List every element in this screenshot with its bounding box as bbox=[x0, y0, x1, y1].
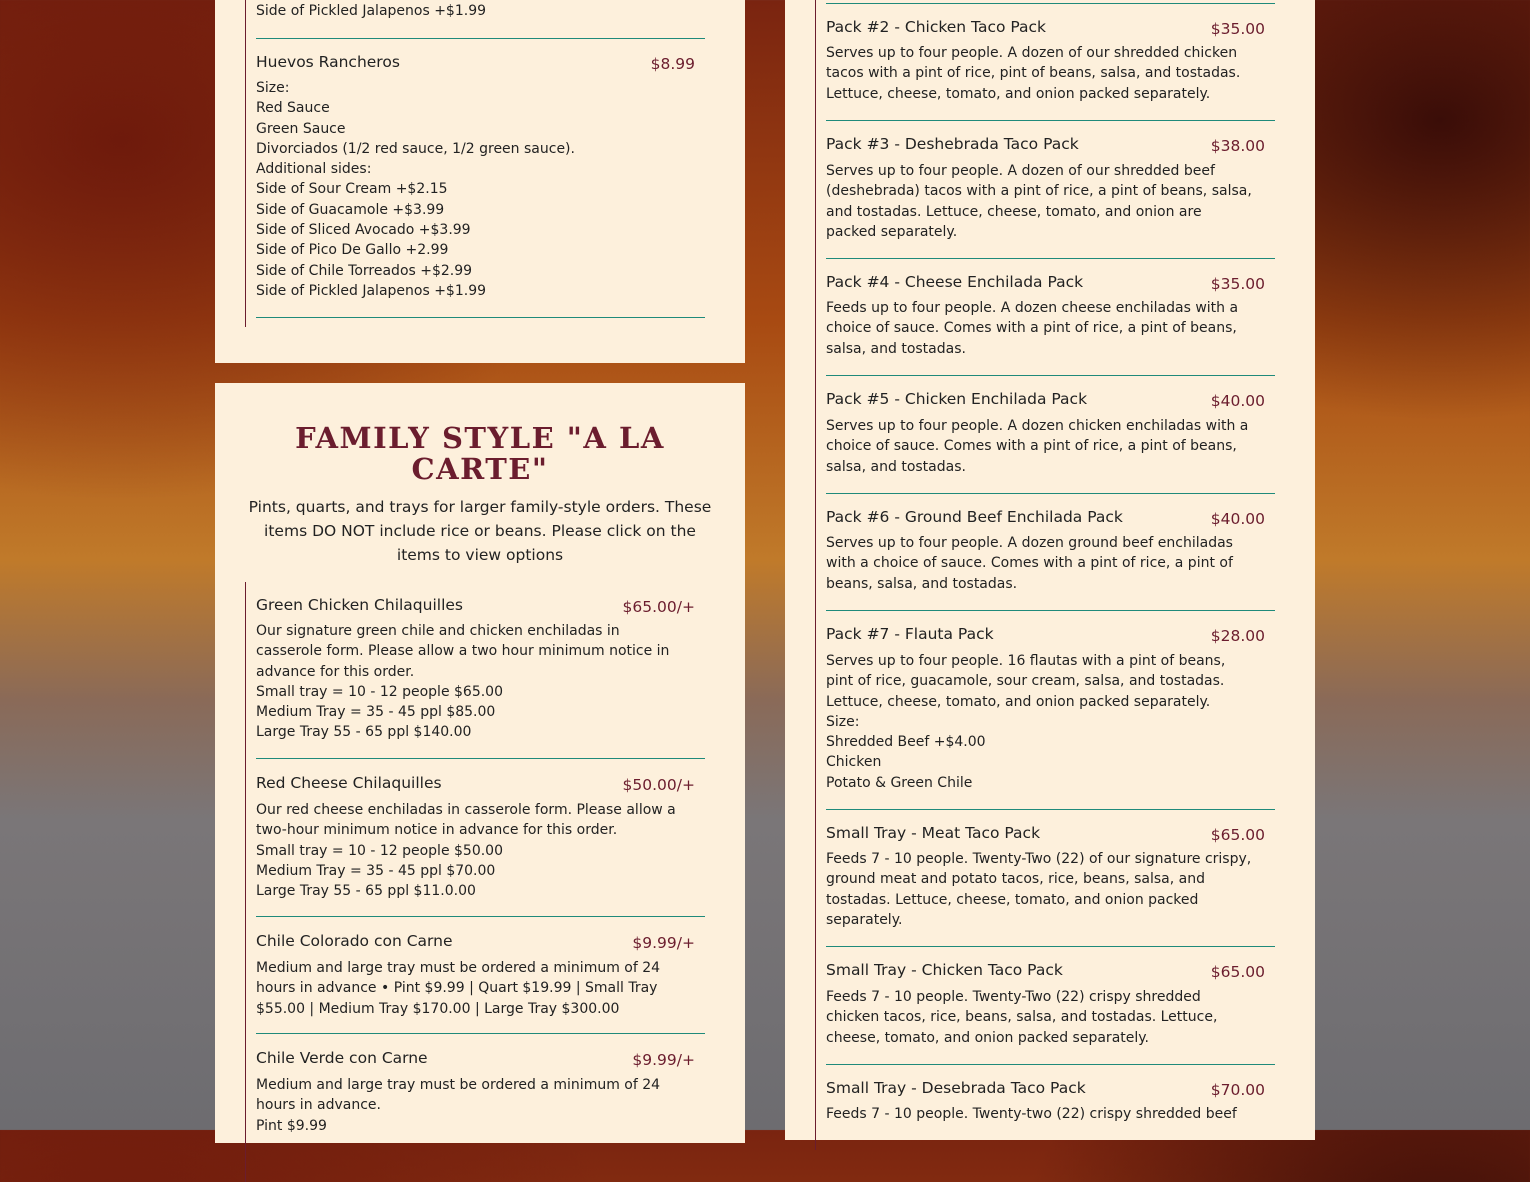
item-name: Pack #3 - Deshebrada Taco Pack bbox=[826, 135, 1079, 153]
item-description bbox=[826, 849, 1261, 930]
item-description bbox=[256, 78, 686, 301]
item-description-text: Serves up to four people. A dozen of our shredded beef (deshebrada) tacos with a pint of rice, a pint of beans, salsa, and tostadas. Lettuce, cheese, tomato, and onion are packed separately. bbox=[826, 163, 1252, 240]
item-description-text: Feeds 7 - 10 people. Twenty-two (22) crispy shredded beef bbox=[826, 1106, 1237, 1122]
item-divider bbox=[256, 916, 705, 917]
item-description-text: Our signature green chile and chicken enchiladas in casserole form. Please allow a two hour minimum notice in advance for this order. bbox=[256, 623, 670, 680]
item-line: Pint $9.99 bbox=[256, 1117, 327, 1134]
item-description bbox=[826, 416, 1256, 477]
item-price: $38.00 bbox=[1210, 137, 1265, 155]
item-price: $70.00 bbox=[1210, 1081, 1265, 1099]
item-name: Pack #7 - Flauta Pack bbox=[826, 625, 994, 643]
item-description-text: Serves up to four people. A dozen chicken enchiladas with a choice of sauce. Comes with a pint of rice, a pint of beans, salsa, and tostadas. bbox=[826, 418, 1249, 475]
item-description-text: Medium and large tray must be ordered a minimum of 24 hours in advance. bbox=[256, 1077, 661, 1114]
item-divider bbox=[826, 120, 1275, 121]
item-line: Small tray = 10 - 12 people $50.00 bbox=[256, 842, 503, 859]
item-name: Small Tray - Meat Taco Pack bbox=[826, 824, 1041, 842]
item-divider bbox=[826, 809, 1275, 810]
item-price: $40.00 bbox=[1210, 392, 1265, 410]
item-divider bbox=[826, 610, 1275, 611]
item-line: Side of Sour Cream +$2.15 bbox=[256, 181, 448, 198]
item-name: Small Tray - Desebrada Taco Pack bbox=[826, 1079, 1086, 1097]
item-description-text: Feeds up to four people. A dozen cheese enchiladas with a choice of sauce. Comes with a pint of rice, a pint of beans, salsa, and tostadas. bbox=[826, 300, 1239, 357]
item-name: Pack #6 - Ground Beef Enchilada Pack bbox=[826, 508, 1123, 526]
item-name: Chile Verde con Carne bbox=[256, 1049, 428, 1067]
item-line: Divorciados (1/2 red sauce, 1/2 green sauce). bbox=[256, 140, 575, 157]
item-description bbox=[256, 621, 686, 743]
item-description bbox=[256, 958, 666, 1019]
item-name: Chile Colorado con Carne bbox=[256, 932, 453, 950]
item-price: $9.99/+ bbox=[632, 934, 695, 952]
item-description bbox=[826, 43, 1256, 104]
item-line: Large Tray 55 - 65 ppl $140.00 bbox=[256, 724, 472, 741]
item-divider bbox=[826, 493, 1275, 494]
item-description-text: Serves up to four people. A dozen ground beef enchiladas with a choice of sauce. Comes with a pint of rice, a pint of beans, salsa, and tostadas. bbox=[826, 535, 1233, 592]
item-description bbox=[826, 1104, 1256, 1124]
item-price: $28.00 bbox=[1210, 627, 1265, 645]
breakfast-item-list bbox=[245, 0, 706, 327]
item-name: Huevos Rancheros bbox=[256, 53, 400, 71]
item-divider bbox=[256, 317, 705, 318]
family-packs-panel bbox=[785, 0, 1315, 1140]
item-line: Medium Tray = 35 - 45 ppl $85.00 bbox=[256, 704, 496, 721]
item-line: Green Sauce bbox=[256, 120, 346, 137]
item-description bbox=[826, 533, 1236, 594]
item-description-text: Serves up to four people. A dozen of our shredded chicken tacos with a pint of rice, pint of beans, salsa, and tostadas. Lettuce, cheese, tomato, and onion packed separately. bbox=[826, 45, 1241, 102]
item-description bbox=[256, 1075, 666, 1136]
item-divider bbox=[256, 758, 705, 759]
item-price: $65.00/+ bbox=[622, 598, 695, 616]
breakfast-menu-panel bbox=[215, 0, 745, 363]
item-line: Medium Tray = 35 - 45 ppl $70.00 bbox=[256, 862, 496, 879]
item-price: $8.99 bbox=[650, 55, 695, 73]
item-name: Pack #2 - Chicken Taco Pack bbox=[826, 18, 1047, 36]
item-line: Small tray = 10 - 12 people $65.00 bbox=[256, 683, 503, 700]
item-line: Additional sides: bbox=[256, 161, 372, 178]
item-line: Large Tray 55 - 65 ppl $11.0.00 bbox=[256, 883, 476, 900]
item-divider bbox=[256, 38, 705, 39]
item-price: $65.00 bbox=[1210, 963, 1265, 981]
item-price: $65.00 bbox=[1210, 826, 1265, 844]
item-line: Shredded Beef +$4.00 bbox=[826, 734, 986, 751]
item-line: Side of Pickled Jalapenos +$1.99 bbox=[256, 282, 487, 299]
item-divider bbox=[826, 1064, 1275, 1065]
item-line: Chicken bbox=[826, 754, 882, 771]
item-line: Potato & Green Chile bbox=[826, 774, 973, 791]
item-divider bbox=[826, 258, 1275, 259]
item-line: Side of Sliced Avocado +$3.99 bbox=[256, 222, 471, 239]
item-description-text: Feeds 7 - 10 people. Twenty-Two (22) crispy shredded chicken tacos, rice, beans, salsa, and tostadas. Lettuce, cheese, tomato, and onion packed separately. bbox=[826, 989, 1218, 1046]
item-line: Side of Pico De Gallo +2.99 bbox=[256, 242, 449, 259]
item-line: Side of Guacamole +$3.99 bbox=[256, 201, 445, 218]
item-price: $9.99/+ bbox=[632, 1051, 695, 1069]
item-description bbox=[826, 987, 1226, 1048]
item-line: Red Sauce bbox=[256, 100, 330, 117]
item-divider bbox=[826, 3, 1275, 4]
family-style-item-list bbox=[245, 582, 706, 1182]
item-divider bbox=[826, 375, 1275, 376]
item-description-text: Serves up to four people. 16 flautas with a pint of beans, pint of rice, guacamole, sour cream, salsa, and tostadas. Lettuce, cheese, tomato, and onion packed separately. bbox=[826, 653, 1226, 710]
item-line: Size: bbox=[256, 80, 290, 96]
item-price: $40.00 bbox=[1210, 510, 1265, 528]
item-price: $50.00/+ bbox=[622, 776, 695, 794]
item-description bbox=[826, 161, 1256, 242]
item-description-text: Medium and large tray must be ordered a minimum of 24 hours in advance • Pint $9.99 | Quart $19.99 | Small Tray $55.00 | Medium Tray $170.00 | Large Tray $300.00 bbox=[256, 960, 661, 1017]
item-line: Size: bbox=[826, 713, 860, 730]
item-name: Green Chicken Chilaquilles bbox=[256, 596, 464, 614]
item-line: Side of Pickled Jalapenos +$1.99 bbox=[256, 3, 487, 19]
item-price: $35.00 bbox=[1210, 20, 1265, 38]
item-line: Side of Chile Torreados +$2.99 bbox=[256, 262, 473, 279]
item-description-text: Feeds 7 - 10 people. Twenty-Two (22) of our signature crispy, ground meat and potato tacos, rice, beans, salsa, and tostadas. Lettuce, cheese, tomato, and onion packed separately. bbox=[826, 851, 1252, 928]
item-name: Small Tray - Chicken Taco Pack bbox=[826, 961, 1063, 979]
item-divider bbox=[256, 1033, 705, 1034]
family-packs-item-list bbox=[815, 0, 1276, 1150]
item-description bbox=[826, 651, 1256, 793]
item-description-text: Our red cheese enchiladas in casserole form. Please allow a two-hour minimum notice in advance for this order. bbox=[256, 802, 676, 839]
section-subtitle: Pints, quarts, and trays for larger family-style orders. These items DO NOT include rice or beans. Please click on the items to view options bbox=[248, 498, 712, 564]
item-description bbox=[826, 298, 1256, 359]
item-description bbox=[256, 800, 686, 901]
item-name: Pack #5 - Chicken Enchilada Pack bbox=[826, 390, 1088, 408]
item-price: $35.00 bbox=[1210, 275, 1265, 293]
item-divider bbox=[826, 946, 1275, 947]
item-name: Pack #4 - Cheese Enchilada Pack bbox=[826, 273, 1084, 291]
section-title: FAMILY STYLE "A LA CARTE" bbox=[295, 421, 665, 486]
item-name: Red Cheese Chilaquilles bbox=[256, 774, 442, 792]
family-style-panel bbox=[215, 383, 745, 1143]
